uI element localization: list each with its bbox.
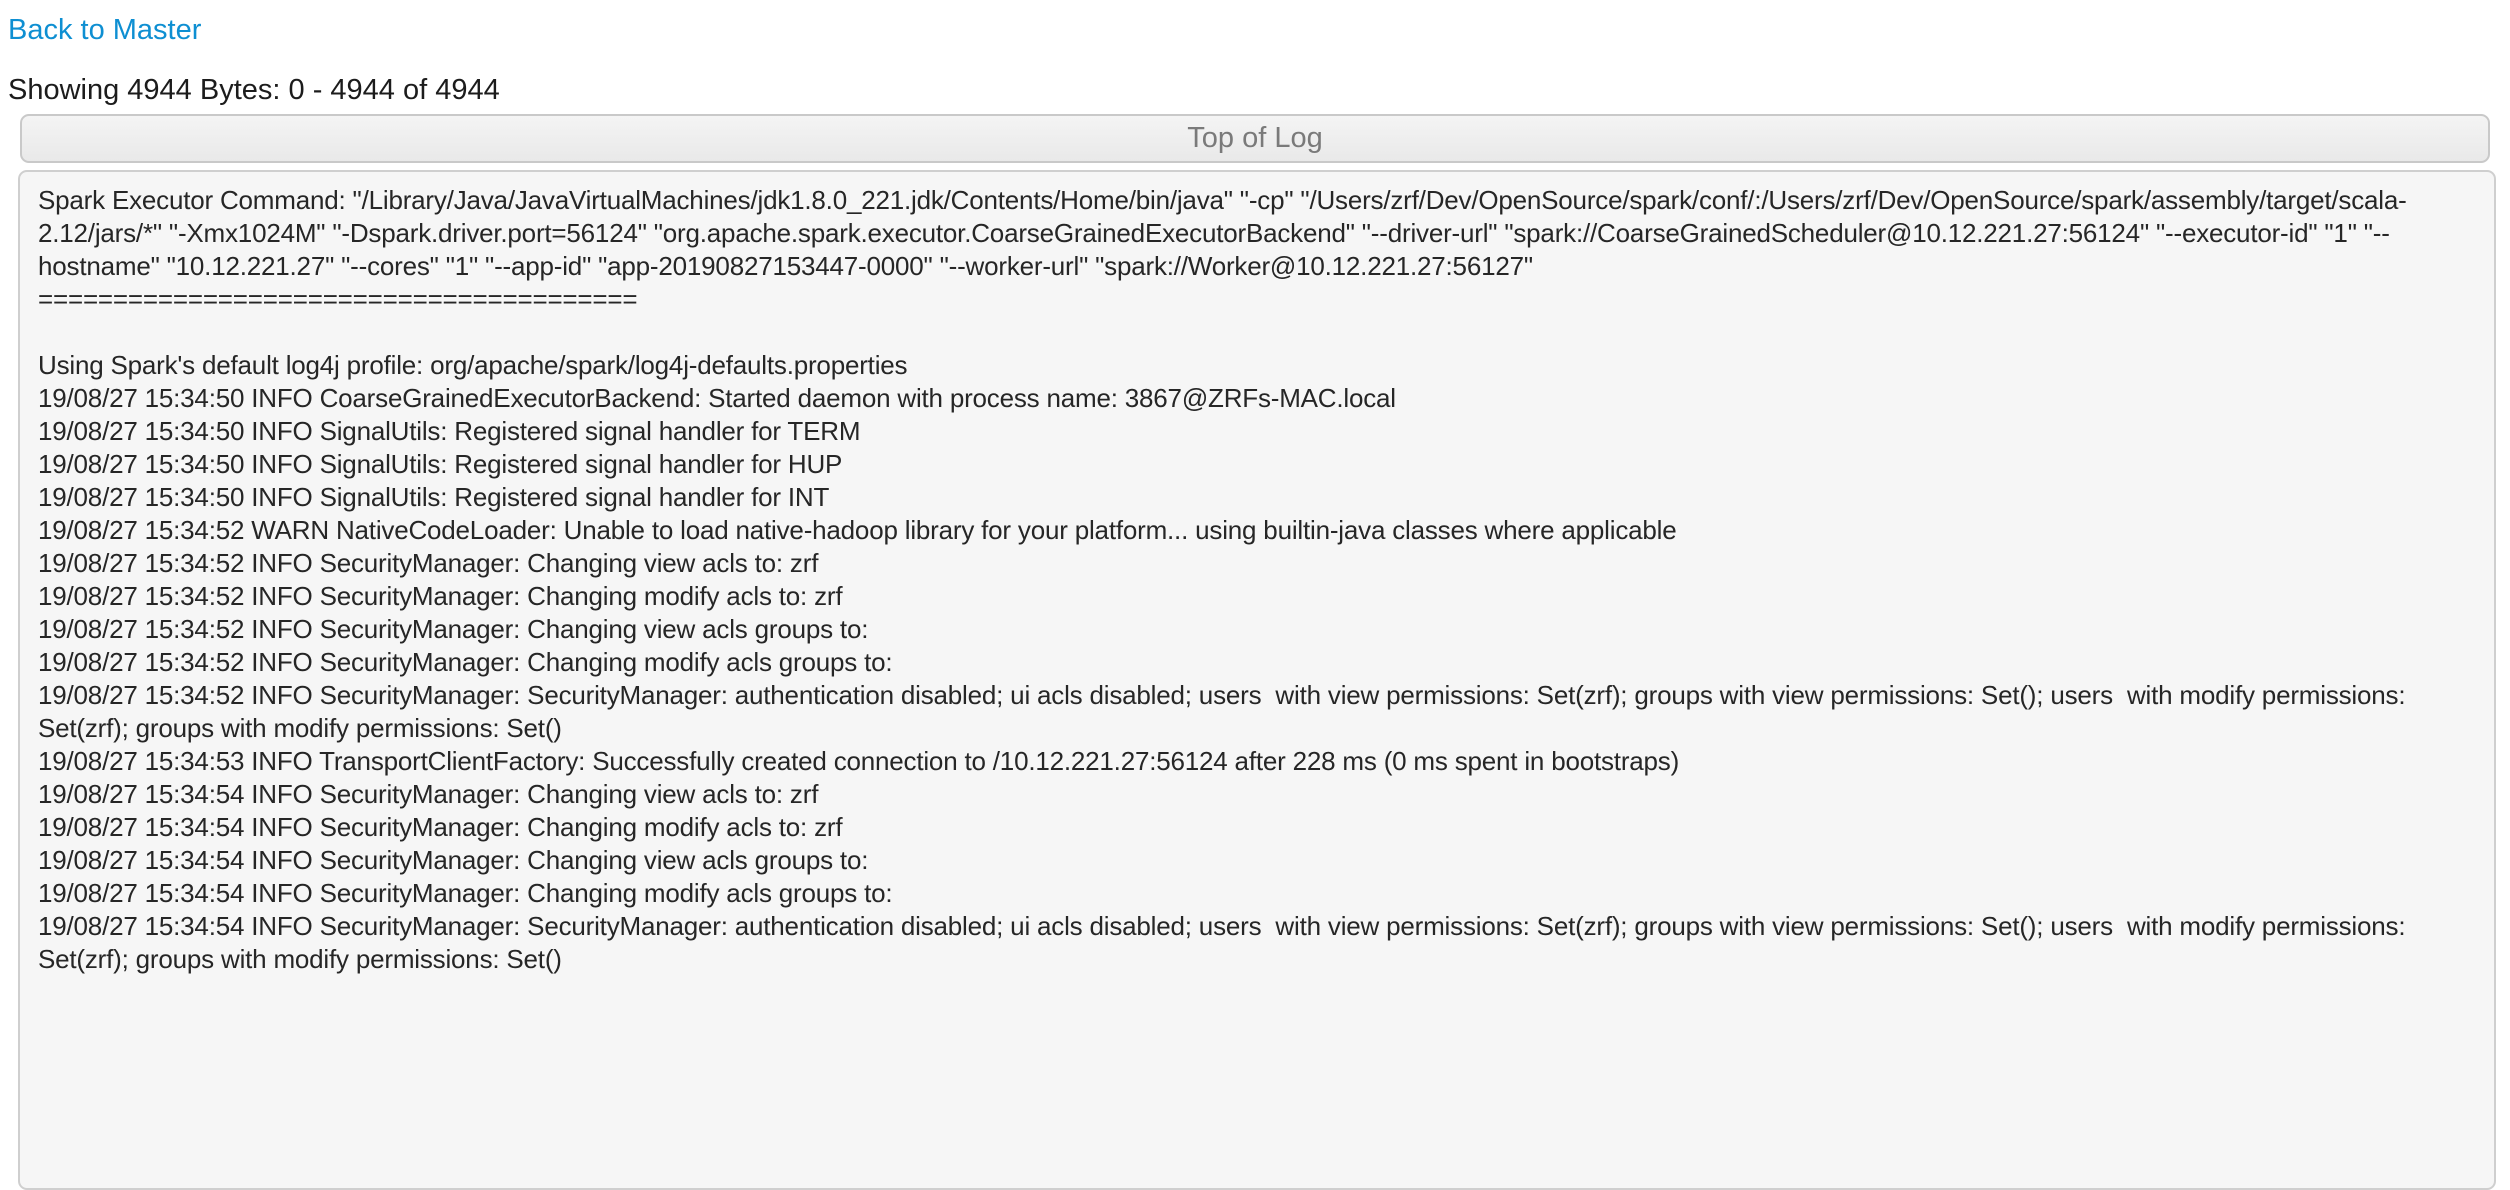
top-of-log-button[interactable]: Top of Log [20,114,2490,163]
byte-range-info: Showing 4944 Bytes: 0 - 4944 of 4944 [8,74,500,106]
back-to-master-link[interactable]: Back to Master [8,14,202,46]
log-content[interactable]: Spark Executor Command: "/Library/Java/JavaVirtualMachines/jdk1.8.0_221.jdk/Contents/Home/bin/java" "-cp" "/Users/zrf/Dev/OpenSource/spark/conf/:/Users/zrf/Dev/OpenSource/spark/assembly/target/scala-2.12/jars/*" "-Xmx1024M" "-Dspark.driver.port=56124" "org.apache.spark.executor.CoarseGrainedExecutorBackend" "--driver-url" "spark://CoarseGrainedScheduler@10.12.221.27:56124" "--executor-id" "1" "--hostname" "10.12.221.27" "--cores" "1" "--app-id" "app-20190827153447-0000" "--worker-url" "spark://Worker@10.12.221.27:56127" ======================================== Using Spark's default log4j profile: org/apache/spark/log4j-defaults.properties 19/08/27 15:34:50 INFO CoarseGrainedExecutorBackend: Started daemon with process name: 3867@ZRFs-MAC.local 19/08/27 15:34:50 INFO SignalUtils: Registered signal handler for TERM 19/08/27 15:34:50 INFO SignalUtils: Registered signal handler for HUP 19/08/27 15:34:50 INFO SignalUtils: Registered signal handler for INT 19/08/27 15:34:52 WARN NativeCodeLoader: Unable to load native-hadoop library for your platform... using builtin-java classes where applicable 19/08/27 15:34:52 INFO SecurityManager: Changing view acls to: zrf 19/08/27 15:34:52 INFO SecurityManager: Changing modify acls to: zrf 19/08/27 15:34:52 INFO SecurityManager: Changing view acls groups to: 19/08/27 15:34:52 INFO SecurityManager: Changing modify acls groups to: 19/08/27 15:34:52 INFO SecurityManager: SecurityManager: authentication disabled; ui acls disabled; users with view permissions: Set(zrf); groups with view permissions: Set(); users with modify permissions: Set(zrf); groups with modify permissions: Set() 19/08/27 15:34:53 INFO TransportClientFactory: Successfully created connection to /10.12.221.27:56124 after 228 ms (0 ms spent in bootstraps) 19/08/27 15:34:54 INFO SecurityManager: Changing view acls to: zrf 19/08/27 15:34:54 INFO SecurityManager: Changing modify acls to: zrf 19/08/27 15:34:54 INFO SecurityManager: Changing view acls groups to: 19/08/27 15:34:54 INFO SecurityManager: Changing modify acls groups to: 19/08/27 15:34:54 INFO SecurityManager: SecurityManager: authentication disabled; ui acls disabled; users with view permissions: Set(zrf); groups with view permissions: Set(); users with modify permissions: Set(zrf); groups with modify permissions: Set() [18,170,2496,1190]
